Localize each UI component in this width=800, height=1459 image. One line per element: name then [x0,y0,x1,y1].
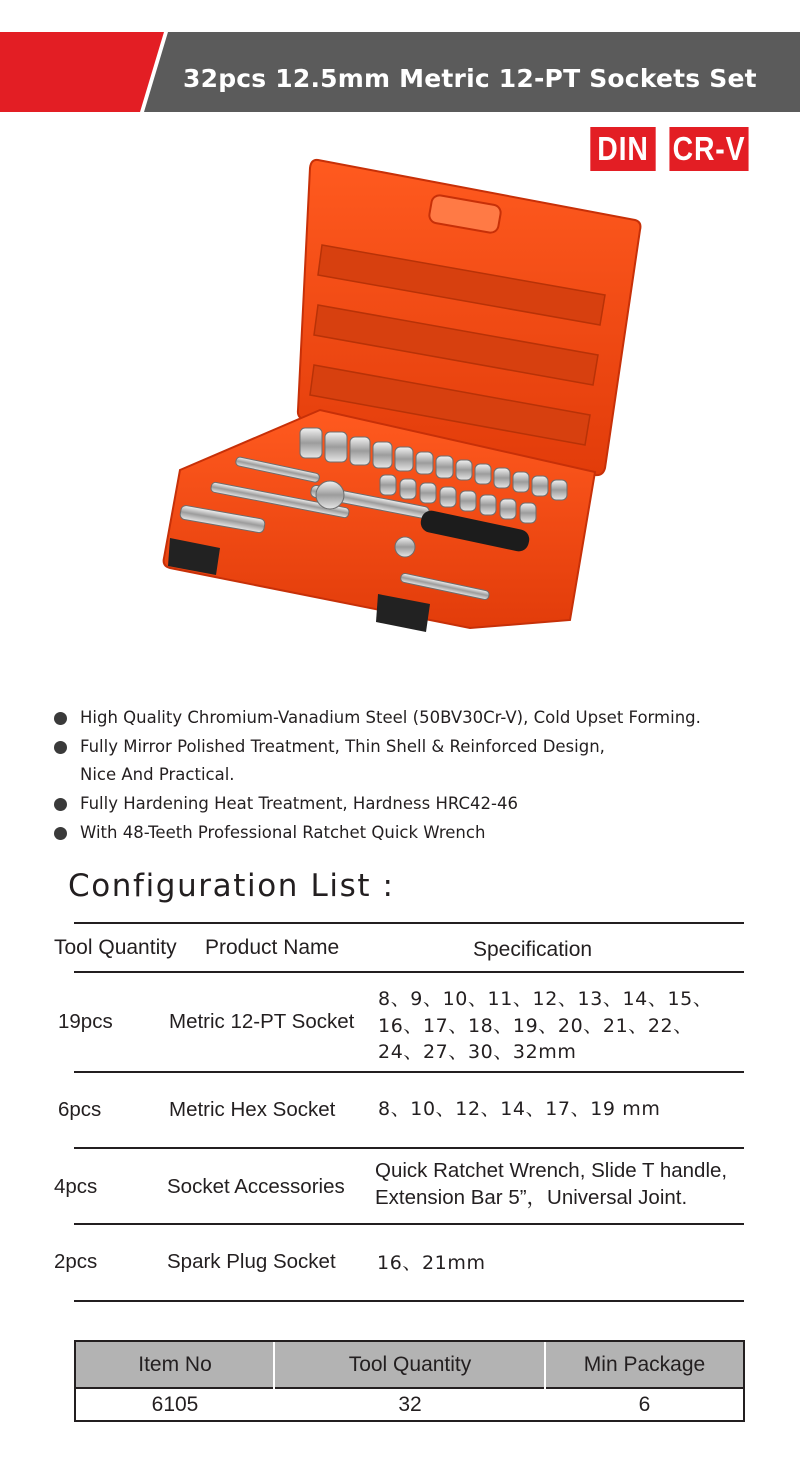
bullet-icon [54,827,67,840]
row-spec: Quick Ratchet Wrench, Slide T handle, Extension Bar 5”，Universal Joint. [375,1159,728,1209]
din-badge: DIN [590,127,655,171]
row-spec: 8、9、10、11、12、13、14、15、 16、17、18、19、20、21、22、 24、27、30、32mm [378,988,713,1063]
row-name: Metric Hex Socket [169,1098,336,1121]
table-rule [74,1300,744,1302]
bullet-icon [54,741,67,754]
feature-item [54,733,774,790]
bullet-icon [54,798,67,811]
tool-quantity-header: Tool Quantity [348,1352,472,1376]
item-table [74,1340,745,1422]
feature-text: High Quality Chromium-Vanadium Steel (50BV30Cr-V), Cold Upset Forming. [80,708,701,727]
table-rule [74,1223,744,1225]
row-name: Spark Plug Socket [167,1250,336,1273]
table-rule [74,1147,744,1149]
row-qty: 2pcs [54,1250,98,1273]
configuration-title: Configuration List : [68,868,395,904]
row-qty: 6pcs [58,1098,102,1121]
feature-list [54,704,774,848]
feature-item [54,704,774,733]
feature-item [54,790,774,819]
row-name: Metric 12-PT Socket [169,1010,355,1033]
min-package-header: Min Package [583,1352,706,1376]
feature-item [54,819,774,848]
crv-badge: CR-V [669,127,748,171]
header-product-name: Product Name [205,936,340,959]
tool-quantity-value: 32 [398,1392,422,1416]
row-qty: 19pcs [58,1010,113,1033]
table-rule [74,922,744,924]
feature-text: With 48-Teeth Professional Ratchet Quick Wrench [80,822,486,842]
row-spec: 8、10、12、14、17、19 mm [378,1098,661,1120]
row-qty: 4pcs [54,1175,98,1198]
header-specification: Specification [473,938,593,961]
table-rule [74,1071,744,1073]
feature-text: Fully Mirror Polished Treatment, Thin Shell & Reinforced Design, Nice And Practical. [80,736,605,785]
row-spec: 16、21mm [377,1252,486,1274]
item-no-header: Item No [138,1352,212,1376]
table-rule [74,971,744,973]
row-name: Socket Accessories [167,1175,345,1198]
item-no-value: 6105 [151,1392,199,1416]
product-image [150,150,660,650]
feature-text: Fully Hardening Heat Treatment, Hardness HRC42-46 [80,794,518,814]
min-package-value: 6 [638,1392,651,1416]
header-tool-quantity: Tool Quantity [54,936,177,959]
bullet-icon [54,712,67,725]
page-title: 32pcs 12.5mm Metric 12-PT Sockets Set [183,64,757,93]
